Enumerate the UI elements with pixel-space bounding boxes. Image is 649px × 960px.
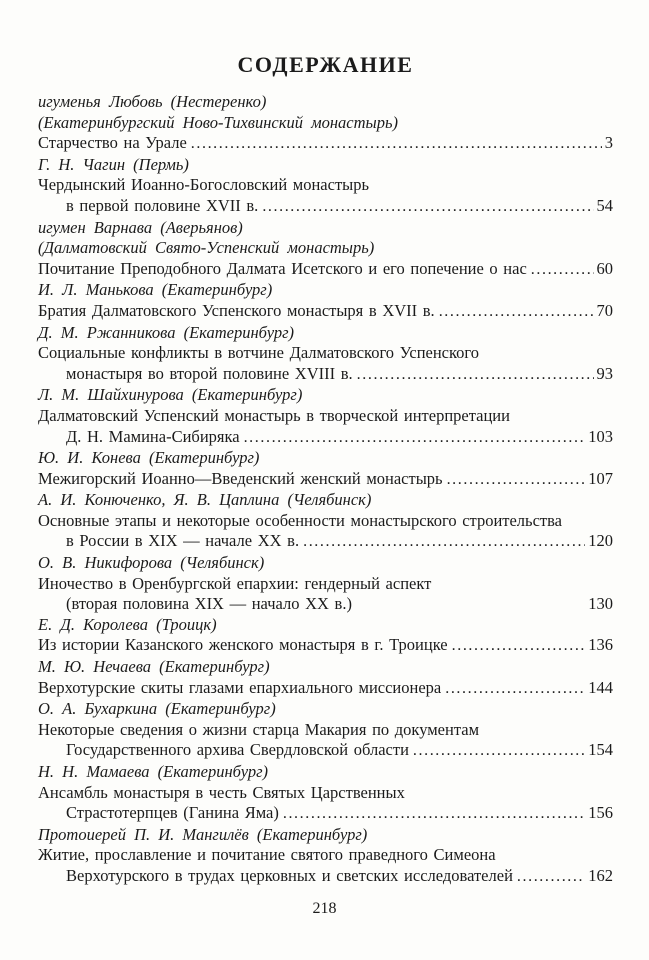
toc-page-number: 70 — [596, 300, 613, 320]
toc-line-text: игуменья Любовь (Нестеренко) — [38, 92, 267, 111]
toc-entry-line — [38, 175, 613, 196]
toc-page-number: 54 — [596, 195, 613, 215]
toc-entry-line — [38, 720, 613, 741]
dot-leader — [262, 196, 593, 218]
toc-page-number: 156 — [588, 803, 613, 823]
toc-line-text: Д. Н. Мамина-Сибиряка — [66, 426, 240, 446]
dot-leader — [531, 259, 594, 281]
toc-entry-line — [38, 406, 613, 427]
toc-line-text: (вторая половина XIX — начало XX в.) — [66, 594, 352, 614]
toc-page-number: 120 — [588, 531, 613, 551]
toc-entry-line — [38, 259, 613, 281]
toc-line-text: Житие, прославление и почитание святого праведного Симеона — [38, 845, 496, 865]
dot-leader — [452, 635, 586, 657]
toc-author-line — [38, 615, 613, 636]
toc-page-number: 136 — [588, 635, 613, 655]
toc-entry-line — [38, 343, 613, 364]
toc-author-line — [38, 699, 613, 720]
toc-content — [38, 52, 613, 888]
toc-line-text: Чердынский Иоанно-Богословский монастырь — [38, 175, 370, 195]
toc-author-line — [38, 218, 613, 239]
toc-entry-line — [38, 845, 613, 866]
dot-leader — [303, 531, 585, 553]
toc-line-text: О. А. Бухаркина (Екатеринбург) — [38, 699, 276, 719]
page-number: 218 — [312, 900, 337, 917]
toc-author-line — [38, 490, 613, 511]
toc-entry-line — [38, 511, 613, 532]
toc-entry-line — [38, 740, 613, 762]
toc-line-text: М. Ю. Нечаева (Екатеринбург) — [38, 657, 270, 677]
toc-entry-line — [38, 427, 613, 449]
dot-leader — [517, 866, 585, 888]
toc-line-text: (Екатеринбургский Ново-Тихвинский монастырь) — [38, 112, 398, 132]
dot-leader — [283, 803, 585, 825]
toc-page-number: 93 — [596, 363, 613, 383]
toc-author-line — [38, 92, 613, 113]
toc-entry-line — [38, 803, 613, 825]
toc-line-text: Социальные конфликты в вотчине Далматовского Успенского — [38, 343, 480, 363]
dot-leader — [357, 364, 594, 386]
dot-leader — [447, 469, 586, 491]
toc-line-text: Из истории Казанского женского монастыря в г. Троицке — [38, 635, 448, 655]
toc-entry-line — [38, 364, 613, 386]
toc-entry-line — [38, 196, 613, 218]
toc-line-text: Ансамбль монастыря в честь Святых Царственных — [38, 782, 405, 802]
dot-leader — [439, 301, 594, 323]
toc-page-number: 130 — [588, 594, 613, 614]
toc-entry-line — [38, 866, 613, 888]
toc-entry-line — [38, 133, 613, 155]
toc-line-text: в первой половине XVII в. — [66, 195, 259, 215]
toc-author-line — [38, 762, 613, 783]
toc-entry-line — [38, 635, 613, 657]
toc-line-text: Л. М. Шайхинурова (Екатеринбург) — [38, 385, 303, 405]
page-title: СОДЕРЖАНИЕ — [237, 52, 414, 77]
toc-page-number: 144 — [588, 677, 613, 697]
toc-author-line — [38, 323, 613, 344]
toc-line-text: Братия Далматовского Успенского монастыря в XVII в. — [38, 300, 435, 320]
toc-entry-line — [38, 783, 613, 804]
toc-author-line — [38, 448, 613, 469]
toc-line-text: И. Л. Манькова (Екатеринбург) — [38, 280, 273, 300]
toc-author-line — [38, 280, 613, 301]
toc-line-text: О. В. Никифорова (Челябинск) — [38, 553, 265, 573]
toc-line-text: (Далматовский Свято-Успенский монастырь) — [38, 238, 375, 258]
toc-author-line — [38, 657, 613, 678]
toc-author-line — [38, 825, 613, 846]
dot-leader — [445, 678, 585, 700]
toc-line-text: Иночество в Оренбургской епархии: гендерный аспект — [38, 573, 432, 593]
dot-leader — [244, 427, 586, 449]
toc-line-text: А. И. Конюченко, Я. В. Цаплина (Челябинск) — [38, 490, 372, 510]
toc-line-text: Ю. И. Конева (Екатеринбург) — [38, 448, 260, 468]
toc-line-text: Верхотурского в трудах церковных и светских исследователей — [66, 865, 513, 885]
toc-page-number: 154 — [588, 740, 613, 760]
toc-page-number: 3 — [604, 133, 613, 153]
toc-entry-line — [38, 594, 613, 615]
toc-line-text: Г. Н. Чагин (Пермь) — [38, 154, 189, 174]
toc-entry-line — [38, 531, 613, 553]
toc-list — [38, 92, 613, 888]
toc-line-text: игумен Варнава (Аверьянов) — [38, 217, 243, 237]
toc-page-number: 60 — [596, 258, 613, 278]
toc-line-text: Далматовский Успенский монастырь в творческой интерпретации — [38, 405, 510, 425]
toc-line-text: Страстотерпцев (Ганина Яма) — [66, 803, 279, 823]
toc-author-line — [38, 385, 613, 406]
toc-line-text: Старчество на Урале — [38, 133, 187, 153]
toc-line-text: в России в XIX — начале XX в. — [66, 531, 300, 551]
toc-author-line — [38, 155, 613, 176]
dot-leader — [413, 740, 585, 762]
toc-line-text: Верхотурские скиты глазами епархиального миссионера — [38, 677, 442, 697]
toc-entry-line — [38, 678, 613, 700]
toc-entry-line — [38, 469, 613, 491]
toc-line-text: Государственного архива Свердловской области — [66, 740, 409, 760]
toc-line-text: Межигорский Иоанно—Введенский женский монастырь — [38, 468, 443, 488]
toc-page-number: 103 — [588, 426, 613, 446]
toc-line-text: Н. Н. Мамаева (Екатеринбург) — [38, 762, 269, 781]
toc-author-line — [38, 553, 613, 574]
toc-author-line — [38, 238, 613, 259]
toc-line-text: Некоторые сведения о жизни старца Макария по документам — [38, 719, 480, 739]
toc-page-number: 107 — [588, 468, 613, 488]
toc-line-text: монастыря во второй половине XVIII в. — [66, 363, 353, 383]
toc-author-line — [38, 113, 613, 134]
toc-line-text: Д. М. Ржанникова (Екатеринбург) — [38, 322, 295, 342]
toc-entry-line — [38, 301, 613, 323]
toc-page-number: 162 — [588, 865, 613, 885]
dot-leader — [191, 133, 602, 155]
toc-line-text: Почитание Преподобного Далмата Исетского и его попечение о нас — [38, 258, 527, 278]
toc-line-text: Протоиерей П. И. Мангилёв (Екатеринбург) — [38, 824, 368, 844]
toc-line-text: Е. Д. Королева (Троицк) — [38, 614, 217, 634]
toc-entry-line — [38, 574, 613, 595]
toc-line-text: Основные этапы и некоторые особенности монастырского строительства — [38, 510, 562, 530]
